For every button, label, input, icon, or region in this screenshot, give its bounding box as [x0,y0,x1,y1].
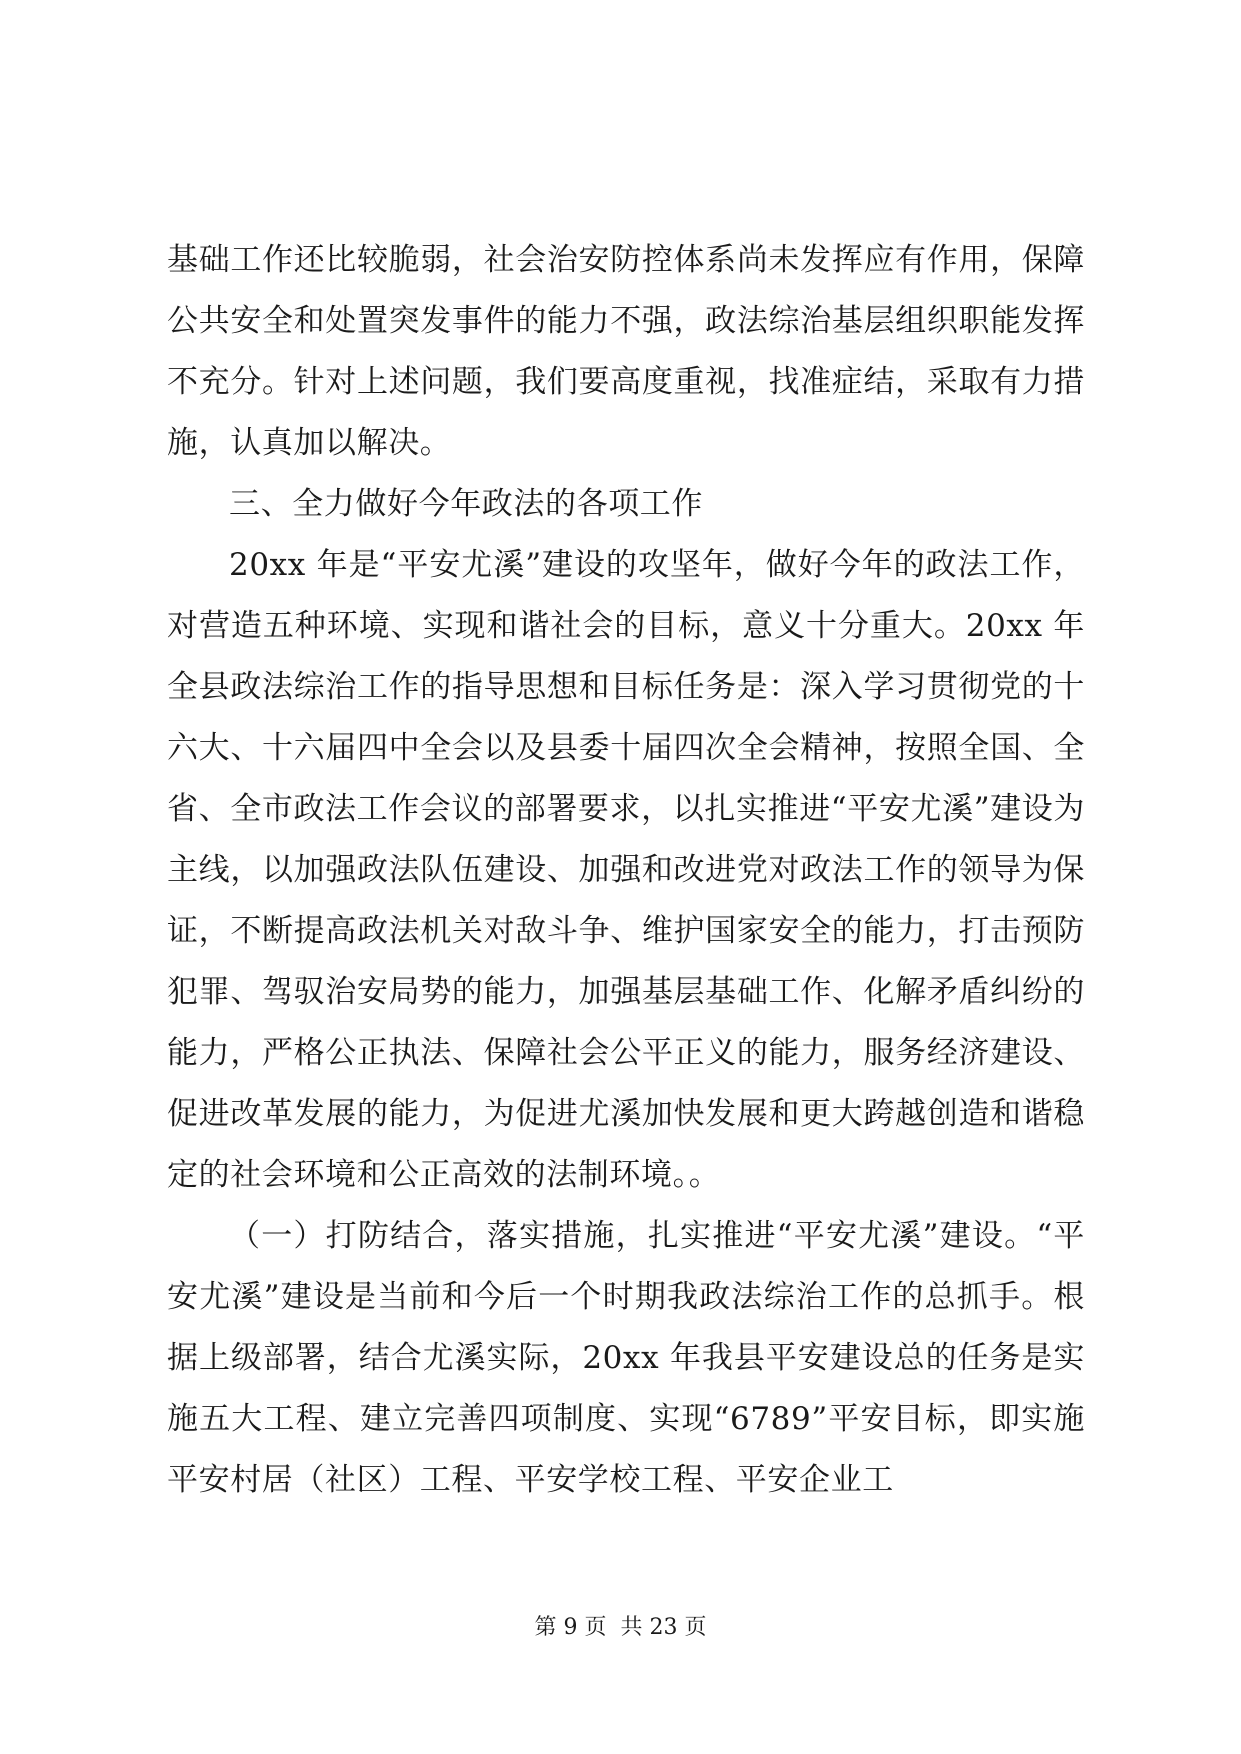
page-number: 第 9 页 共 23 页 [534,1615,707,1640]
document-body [167,230,1085,1511]
paragraph-guiding-thought: 20xx 年是“平安尤溪”建设的攻坚年，做好今年的政法工作，对营造五种环境、实现和谐社会的目标，意义十分重大。20xx 年全县政法综治工作的指导思想和目标任务是：深入学习贯彻党的十六大、十六届四中全会以及县委十届四次全会精神，按照全国、全省、全市政法工作会议的部署要求，以扎实推进“平安尤溪”建设为主线，以加强政法队伍建设、加强和改进党对政法工作的领导为保证，不断提高政法机关对敌斗争、维护国家安全的能力，打击预防犯罪、驾驭治安局势的能力，加强基层基础工作、化解矛盾纠纷的能力，严格公正执法、保障社会公平正义的能力，服务经济建设、促进改革发展的能力，为促进尤溪加快发展和更大跨越创造和谐稳定的社会环境和公正高效的法制环境。。 [167,547,1085,1193]
paragraph-subsection-one: （一）打防结合，落实措施，扎实推进“平安尤溪”建设。“平安尤溪”建设是当前和今后一个时期我政法综治工作的总抓手。根据上级部署，结合尤溪实际，20xx 年我县平安建设总的任务是实施五大工程、建立完善四项制度、实现“6789”平安目标，即实施平安村居（社区）工程、平安学校工程、平安企业工 [167,1218,1085,1498]
section-heading: 三、全力做好今年政法的各项工作 [229,486,703,522]
paragraph-continuation: 基础工作还比较脆弱，社会治安防控体系尚未发挥应有作用，保障公共安全和处置突发事件的能力不强，政法综治基层组织职能发挥不充分。针对上述问题，我们要高度重视，找准症结，采取有力措施，认真加以解决。 [167,242,1085,461]
page-footer [0,1610,1241,1641]
